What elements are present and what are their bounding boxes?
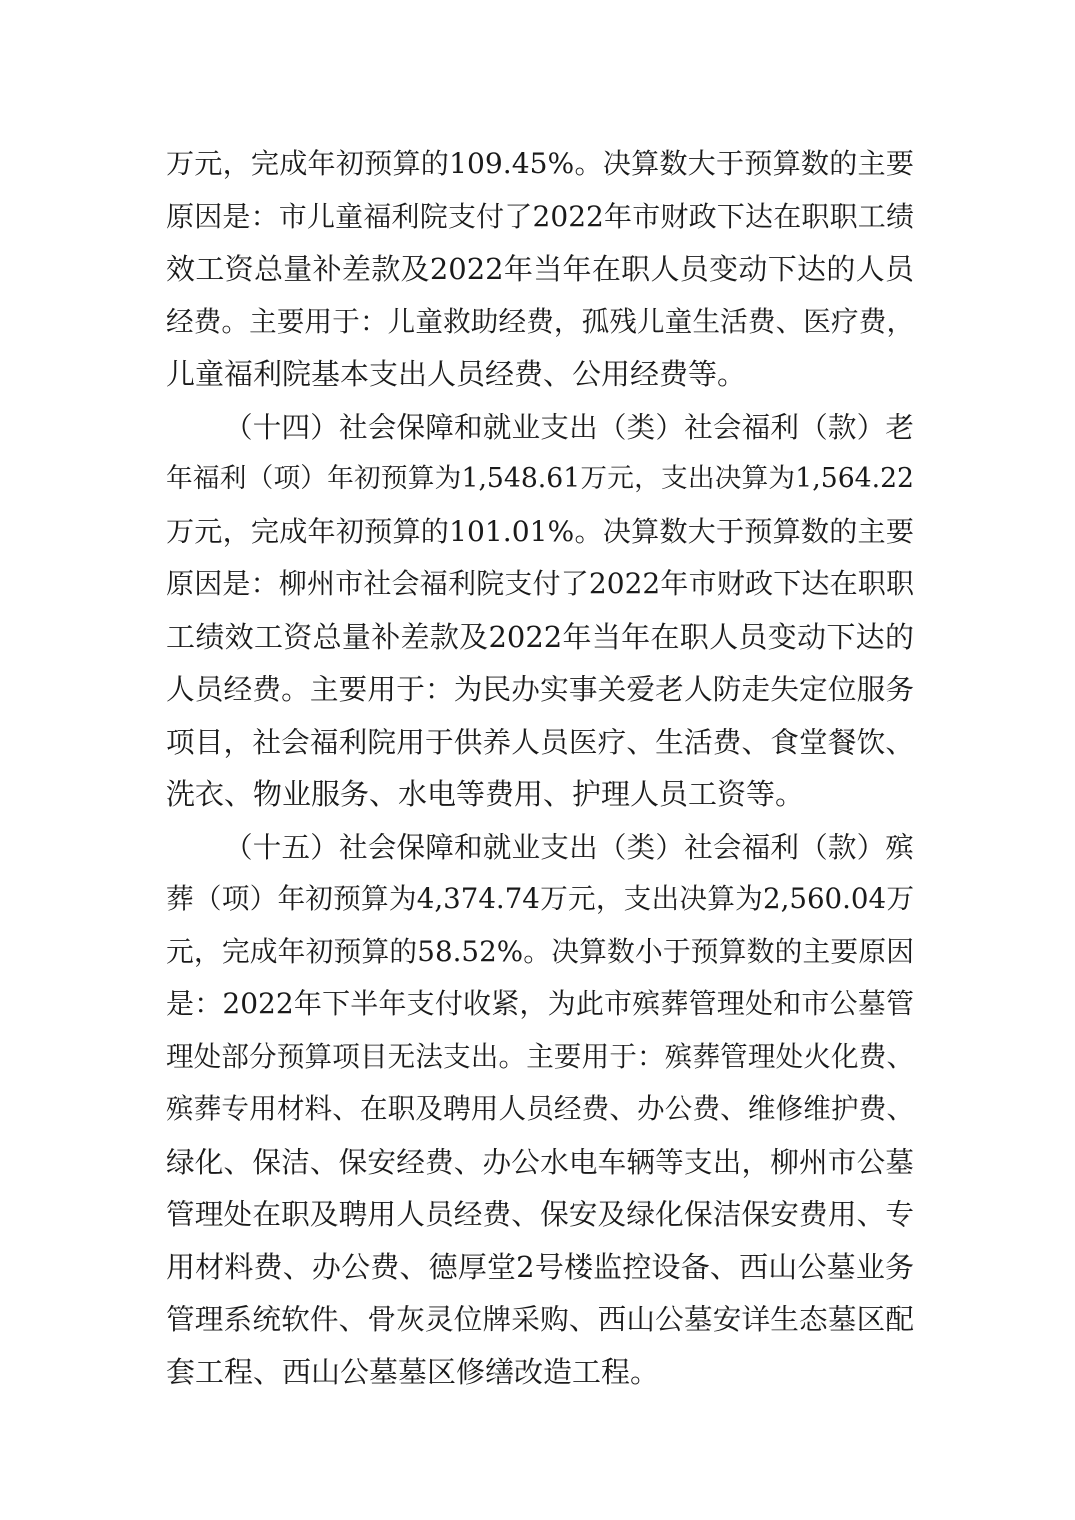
text-line: 元，完成年初预算的58.52%。决算数小于预算数的主要原因 [166, 934, 914, 968]
paragraph-14 [166, 401, 914, 821]
text-line: 用材料费、办公费、德厚堂2号楼监控设备、西山公墓业务 [166, 1249, 914, 1284]
text-line: 洗衣、物业服务、水电等费用、护理人员工资等。 [166, 777, 805, 811]
text-line: （十五）社会保障和就业支出（类）社会福利（款）殡 [224, 829, 914, 864]
paragraph-continued [166, 138, 914, 401]
text-line: 项目，社会福利院用于供养人员医疗、生活费、食堂餐饮、 [166, 724, 914, 759]
text-line: 人员经费。主要用于：为民办实事关爱老人防走失定位服务 [166, 672, 914, 706]
text-line: 万元，完成年初预算的101.01%。决算数大于预算数的主要 [166, 514, 914, 548]
text-line: （十四）社会保障和就业支出（类）社会福利（款）老 [224, 409, 914, 444]
text-line: 经费。主要用于：儿童救助经费，孤残儿童生活费、医疗费， [166, 305, 914, 338]
text-line: 年福利（项）年初预算为1,548.61万元，支出决算为1,564.22 [166, 463, 914, 494]
text-line: 万元，完成年初预算的109.45%。决算数大于预算数的主要 [166, 147, 914, 180]
paragraph-15 [166, 821, 914, 1399]
text-line: 管理系统软件、骨灰灵位牌采购、西山公墓安详生态墓区配 [166, 1302, 914, 1336]
text-line: 是：2022年下半年支付收紧，为此市殡葬管理处和市公墓管 [166, 987, 914, 1020]
document-body [166, 138, 914, 1398]
text-line: 绿化、保洁、保安经费、办公水电车辆等支出，柳州市公墓 [166, 1144, 914, 1179]
text-line: 殡葬专用材料、在职及聘用人员经费、办公费、维修维护费、 [166, 1093, 914, 1125]
text-line: 工绩效工资总量补差款及2022年当年在职人员变动下达的 [166, 619, 914, 654]
text-line: 原因是：柳州市社会福利院支付了2022年市财政下达在职职 [166, 567, 914, 600]
text-line: 管理处在职及聘用人员经费、保安及绿化保洁保安费用、专 [166, 1197, 914, 1231]
text-line: 原因是：市儿童福利院支付了2022年市财政下达在职职工绩 [166, 199, 914, 233]
text-line: 理处部分预算项目无法支出。主要用于：殡葬管理处火化费、 [166, 1040, 914, 1073]
text-line: 效工资总量补差款及2022年当年在职人员变动下达的人员 [166, 252, 914, 286]
text-line: 套工程、西山公墓墓区修缮改造工程。 [166, 1354, 660, 1389]
text-line: 儿童福利院基本支出人员经费、公用经费等。 [166, 357, 747, 391]
text-line: 葬（项）年初预算为4,374.74万元，支出决算为2,560.04万 [166, 882, 914, 915]
